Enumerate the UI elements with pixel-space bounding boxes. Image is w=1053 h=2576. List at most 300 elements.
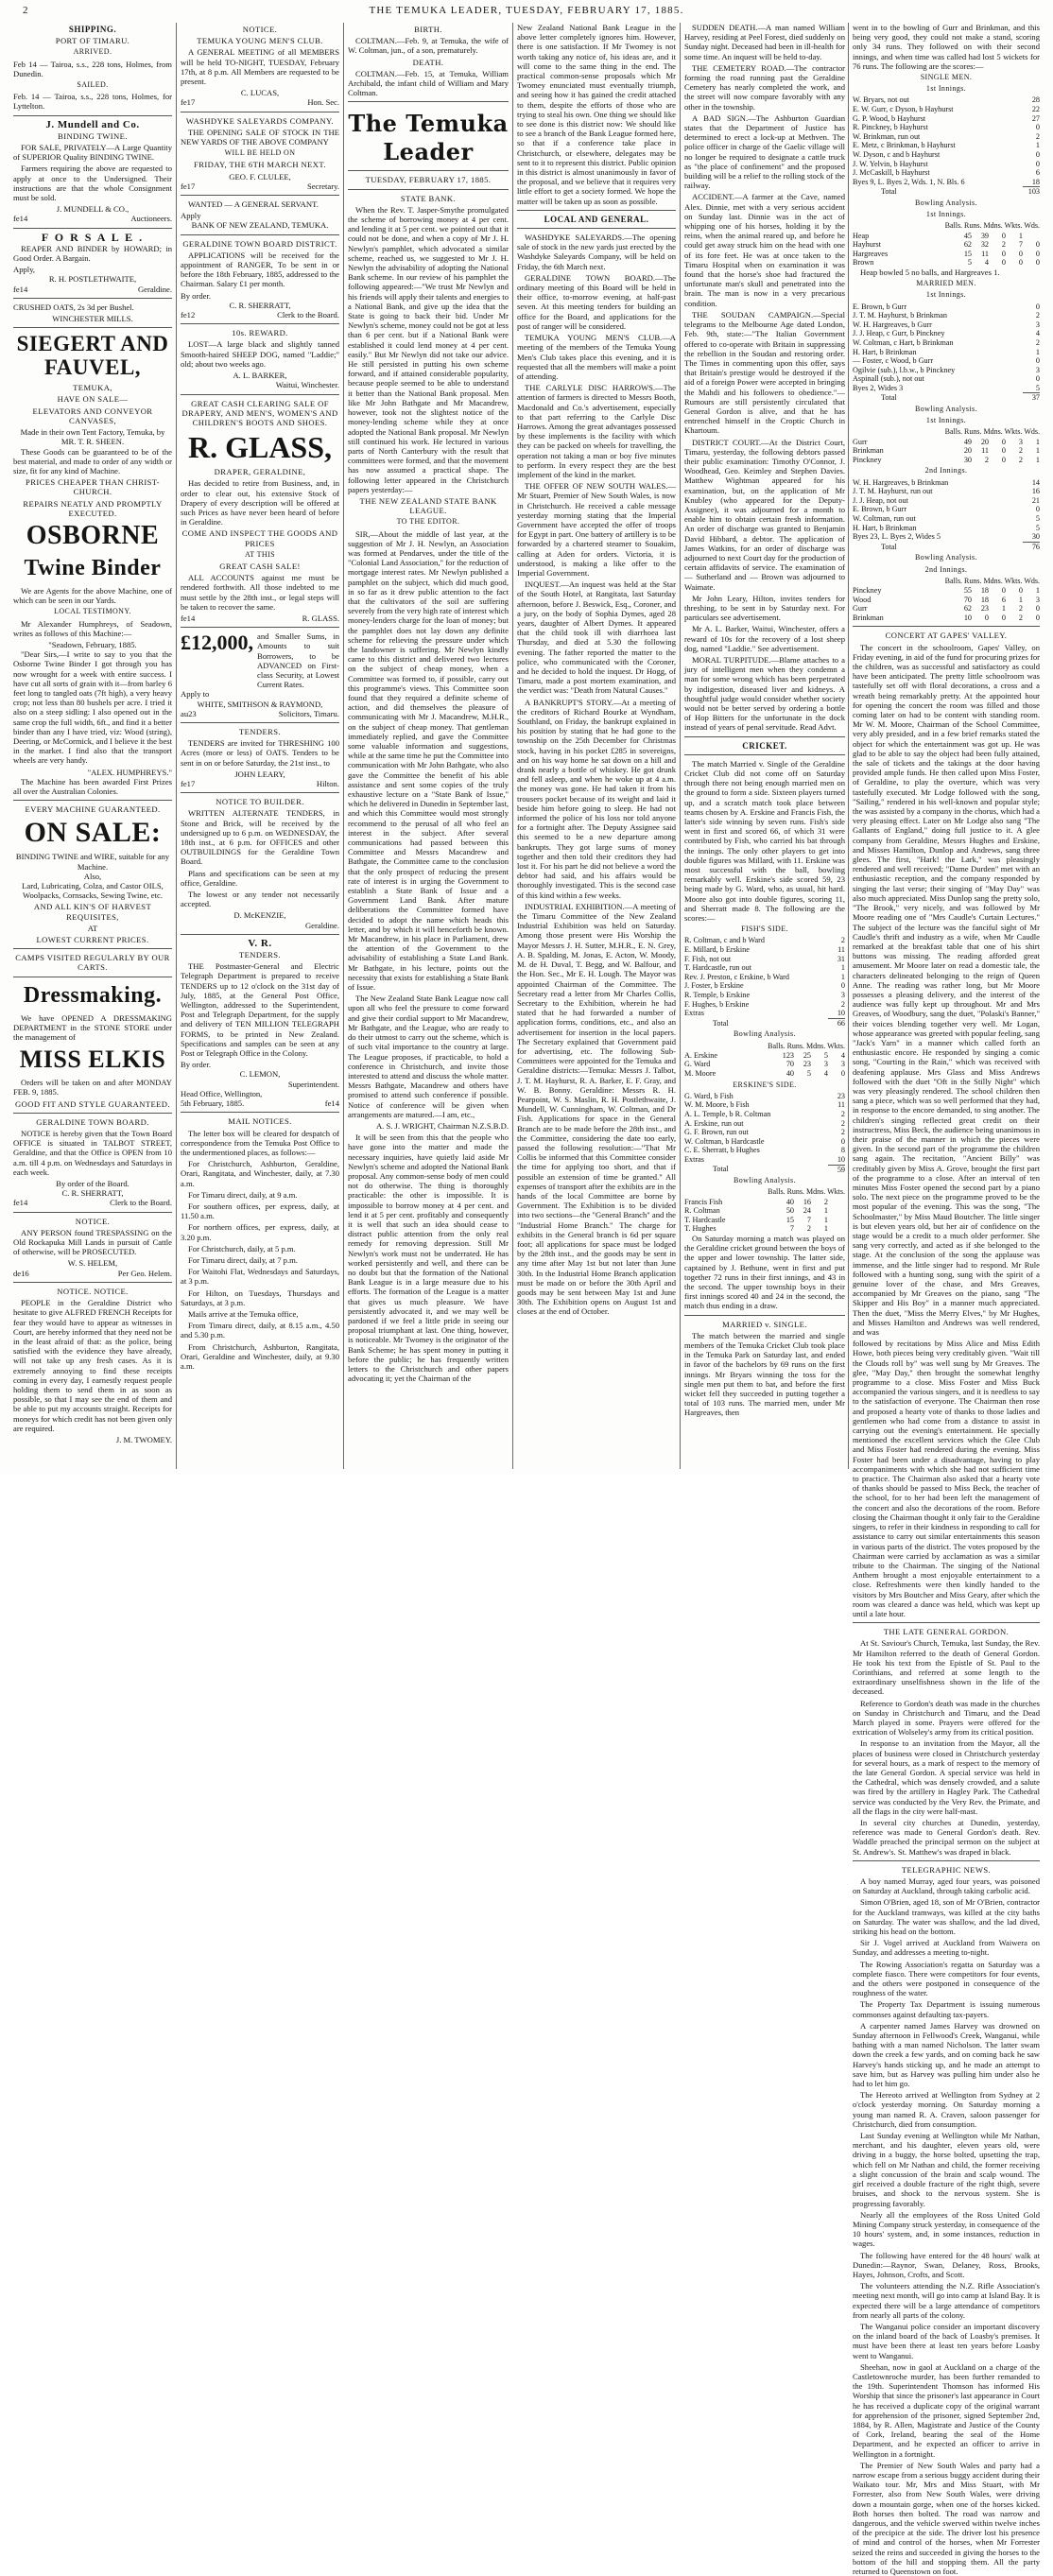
runs-value: 5 xyxy=(1035,523,1040,532)
bowling-figure: 45 xyxy=(963,231,972,240)
batsman-name: Byes 23, L. Byes 2, Wides 5 xyxy=(853,532,941,542)
editorial-continuation: New Zealand National Bank League in the above letter completely ignores him. However, there is one satisfaction. If Mr Twomey is not worth taking any notice of, his ideas are, and it will come to the same thing in the end. The practical common-sense proposals which Mr Twomey enunciated must eventually triumph, and seeing how it has gained the credit attached to them, despite the efforts of those who are trying to steal his own. One thing we should like to see done is this district now: We should like to see a branch of the Bank League formed here, so that if a conference take place in Christchurch, or elsewhere, delegates may be sent to it to represent this district. Public opinion in this district is almost unanimously in favor of the proposal, and we believe that it requires very little effort to get a society formed. We hope the matter will be taken up as soon as possible. xyxy=(517,23,676,206)
bowler-name: Brinkman xyxy=(853,446,884,456)
loan-apply: Apply to xyxy=(181,689,210,700)
ad-ref: fe14 xyxy=(181,613,196,623)
mail-list xyxy=(181,1159,339,1371)
bowling-figure: 0 xyxy=(1018,586,1023,596)
score-row xyxy=(853,95,1040,105)
lard-text: Lard, Lubricating, Colza, and Castor OILS, xyxy=(22,881,164,890)
runs-value: 11 xyxy=(837,1100,845,1110)
score-row xyxy=(853,311,1040,320)
telegraphic-para: The Premier of New South Wales and party had a narrow escape from a serious buggy accident during their Waikato tour. Mr, Mrs and Miss Stuart, with Mr Forrester, also from New South Wales, were driving down a mountain gorge, when one of the horses kicked. Both horses then bolted. The road was narrow and dangerous, and the vehicle swerved within twelve inches of the precipice at the side. The driver lost his presence of mind and control of the horses, when Mr Forrester seized the reins and succeeded in giving the horses to the bottom of the hill and stopping them. All the party returned to Queenstown on foot. xyxy=(853,2460,1040,2576)
binding-ad-text: FOR SALE, PRIVATELY—A Large Quantity of SUPERIOR Quality BINDING TWINE. xyxy=(13,143,172,163)
letter-para: It will be seen from this that the people who have gone into the matter and made the necessary inquiries, have quietly laid aside Mr Newlyn's scheme and adopted the National Bank proposal. Any common-sense body of men could not do otherwise. The thing is thoroughly practicable: the other is impossible. It is impossible to borrow money at 4 per cent. and lend it at 5 per cent. profitably and consequently it is well that such an idea should cease to distract public attention from the only real remedy for removing depression. Still Mr Newlyn's work must not be underrated. He has worked persistently and well, and there can be no doubt but that the formation of the National Bank League is in a large measure due to his efforts. The formation of the League is a matter that gives us much pleasure. We have persistently advocated it, and we may well be pardoned if we feel a little pride in seeing our proposal triumphant at last. One thing, however, is noticeable. Mr Twomey is the originator of the Bank Scheme; he has spent money in putting it before the public; he has frequently written letters to the Christchurch and other papers advocating it; yet the Chairman of the xyxy=(348,1132,509,1384)
news-paragraph: A BAD SIGN.—The Ashburton Guardian states that the Department of Justice has determined to erect a lock-up at Methven. The police officer in charge of the Gaelic village will no longer be required to designate a cattle truck as "the place of confinement" and the proposed building will be a relief to the rolling stock of the railway. xyxy=(684,112,845,191)
page-title: THE TEMUKA LEADER, TUESDAY, FEBRUARY 17, 1885. xyxy=(369,5,684,16)
score-row xyxy=(684,1000,845,1010)
bowling-figure: 70 xyxy=(785,1060,794,1069)
concert-text: The concert in the schoolroom, Gapes' Valley, on Friday evening, in aid of the fund for procuring prizes for the children, was as successful and satisfactory as could have been anticipated. The pretty little schoolroom was tastefully set off with floral decorations, a cross and a wreath being remarkably pretty. At the appointed hour for opening the concert the room was filled and those coming later on had to be content with standing room. Mr W. M. Moore, Chairman of the School Committee, very ably presided, and in a few brief remarks stated the object for which the entertainment was got up. He was glad to be able to say the object had been fully attained, the sale of tickets and the takings at the door having provided ample funds. He then called upon Miss Foster, of Geraldine, to play the overture, which was very tastefully executed. Mr Lodge followed with the song, "Sailing," rendered in his well-known and popular style; the was assisted by a company in the chorus, which had a very pleasing effect. Later on Mr Lodge also sang "The Gallants of England," doing full justice to it. A glee company from Geraldine, Messrs Hughes and Erskine, and Misses Hamilton, Dunlop and Andrews, sang three glees. The first, "Hark! the Lark," was pleasingly rendered and well received; "Dame Durden" met with an enthusiastic reception, and the company responded by singing the last verse; their singing of "May Day" was also much appreciated. Miss Dunlop sang the pretty solo, "The Brook," very nicely, and was followed by Mr Moore reading one of "Mrs Caudle's Curtain Lectures." The subject of the lecture was the fanciful sight of Mr Caudle's thrift and industry as a wife, when Mr Caudle remarked at the breakfast table that one of his shirt buttons was missing. The reading afforded great amusement. Mr Moore later on read a domestic tale, the characters delineated belonging to the reign of Queen Anne. The reading was rather long, but Mr Moore possesses a pleasing delivery, and the interest of the audience was fully kept up throughout. Mr and Mrs Greaves, of Woodbury, sang the duet, "Polaski's Banner," their voices blending together very well. Mr Logan, whose appearance was greeted with popular feeling, sang "Jack's Yarn" in a manner which called forth an enthusiastic encore. He responded by singing a comic song, "Courting in the Rain," which was received with deafening applause. Mrs Glass and Miss Andrews followed with the duet "Oft in the Stilly Night" which was very pleasingly rendered. The school children then sang a piece, which was so well performed that they had, in response to the encore demanded, to sing another. The children's singing reflected great credit on their instructress, Miss Beck, the audience being unanimous in their praise of the manner in which the pieces were given. In the second part of the programme the children sang again. The recitation, "Ancient Billy" was creditably given by Miss A. Grove, brought the first part of the programme to a close. After an interval of ten minutes Miss Foster opened the second part by a piano solo. The next piece on the programme proved to be the most popular of the evening. This was the song, "The Schoolmaster," by Miss Maud Boutcher. The little singer is but eleven years old, but her air of confidence on the stage would be a credit to a much older performer. She sang very correctly, and acted as if she belonged to the stage. At the conclusion of the song the applause was immense, and the little singer had to respond. Mr Rule followed with a hunting song, sung with the spirit of a genuine lover of the chase, and Mrs Greaves, accompanied by Mr Greaves on the piano, sang "The Skipper and His Boy" in a manner much appreciated. Then the duet, "Miss the Merry Elves," by Mr Hughes, and Misses Hamilton and Andrews was well rendered, and was xyxy=(853,642,1040,1338)
bowling-row xyxy=(853,240,1040,250)
mail-item: From Christchurch, Ashburton, Rangitata, Orari, Geraldine and Winchester, daily, at 9.30 a.m. xyxy=(181,1341,339,1371)
siegert-fauvel-title: SIEGERT AND FAUVEL, xyxy=(16,332,169,380)
runs-value: 18 xyxy=(1031,177,1040,186)
testimony-signature: "ALEX. HUMPHREYS." xyxy=(87,767,172,777)
bowling-figure: 3 xyxy=(840,1060,845,1069)
mail-heading: MAIL NOTICES. xyxy=(228,1116,292,1127)
second-innings-table xyxy=(853,478,1040,552)
telegraphic-para: The Rowing Association's regatta on Saturday was a complete fiasco. There were competitors for four events, and the others were postponed in consequence of the roughness of the water. xyxy=(853,1959,1040,1998)
bowler-name: Heap xyxy=(853,231,870,240)
score-row xyxy=(684,1128,845,1137)
ad-ref: fe12 xyxy=(181,310,196,320)
bowling-figure: 0 xyxy=(1035,249,1040,258)
bowling-row xyxy=(853,604,1040,614)
telegraphic-para: Nearly all the employees of the Ross United Gold Mining Company struck yesterday, in consequence of the 10 hours' system, and, in some instances, reduction in wages. xyxy=(853,2209,1040,2249)
state-bank-heading: STATE BANK. xyxy=(400,193,457,203)
bowling-row xyxy=(684,1051,845,1061)
sailed-label: SAILED. xyxy=(77,80,109,90)
runs-value: 0 xyxy=(1035,159,1040,168)
total-row xyxy=(684,1165,845,1174)
score-row xyxy=(853,487,1040,496)
people-text: PEOPLE in the Geraldine District who hesitate to give ALFRED FRENCH Receipts for fear they would have to appear as witnesses in Court, are hereby informed that they need not be in the least afraid of that: as the police, being satisfied with the evidence they have already, will not take up any fresh cases. As it is extremely annoying to find these receipts coming in every day, I earnestly request people holding them to send them in as soon as possible, so that I may see the end of them and be able to put my accounts straight. Receipts for moneys for which credit has not been given only are required. xyxy=(13,1298,172,1433)
runs-value: 5 xyxy=(1035,514,1040,524)
score-row xyxy=(684,1110,845,1119)
bowling-figure: 0 xyxy=(1001,437,1006,446)
score-row xyxy=(684,936,845,945)
married-men-table xyxy=(853,303,1040,404)
gtb-district-heading: GERALDINE TOWN BOARD DISTRICT. xyxy=(182,238,337,249)
bowling-figure: 2 xyxy=(823,1197,828,1206)
batsman-name: E. Millard, b Erskine xyxy=(684,945,750,955)
bowling-row xyxy=(684,1060,845,1069)
score-row xyxy=(853,150,1040,160)
bowling-figure: 0 xyxy=(1001,613,1006,622)
score-row xyxy=(853,366,1040,375)
lost-text: LOST—A large black and slightly tanned Smooth-haired SHEEP DOG, named "Laddie;" old; about two weeks ago. xyxy=(181,339,339,369)
bowling-figure: 3 xyxy=(1018,437,1023,446)
lemon-signature: C. LEMON, xyxy=(239,1069,281,1080)
ranger-by: By order. xyxy=(181,290,211,301)
runs-value: 3 xyxy=(1035,320,1040,329)
bowling-figure: 20 xyxy=(963,446,972,456)
bowling-table xyxy=(684,1051,845,1079)
mail-item: Mails arrive at the Temuka office, xyxy=(188,1308,299,1319)
ad-place: Hilton. xyxy=(316,779,339,788)
gordon-para: In several city churches at Dunedin, yesterday, reference was made to General Gordon's death. Rev. Waddle preached the principal sermon on the subject at St. Andrew's. St. Matthew's was draped in black. xyxy=(853,1817,1040,1857)
runs-value: 0 xyxy=(1035,149,1040,159)
great-cash-sale: GREAT CASH SALE! xyxy=(219,561,301,571)
people-signature: J. M. TWOMEY. xyxy=(115,1434,172,1444)
batsman-name: Byes 2, Wides 3 xyxy=(853,384,904,393)
telegraphic-para: The following have entered for the 48 hours' walk at Dunedin:—Raynor, Swan, Delaney, Ross, Brooks, Hayes, Johnson, Crofts, and Scott. xyxy=(853,2250,1040,2279)
bowling-figure: 3 xyxy=(823,1060,828,1069)
bowling-figure: 0 xyxy=(1018,258,1023,268)
telegraphic-para: A boy named Murray, aged four years, was poisoned on Saturday at Auckland, through taking carbolic acid. xyxy=(853,1876,1040,1896)
score-row xyxy=(684,1009,845,1018)
runs-value: 27 xyxy=(1031,113,1040,123)
runs-value: 28 xyxy=(1031,95,1040,105)
score-row xyxy=(853,356,1040,366)
mail-item: For Timaru direct, daily, at 9 a.m. xyxy=(188,1189,298,1200)
ad-ref: fe14 xyxy=(13,1198,28,1208)
mail-item: For Timaru direct, daily, at 7 p.m. xyxy=(188,1254,298,1265)
total-value: 76 xyxy=(1023,542,1040,551)
runs-value: 2 xyxy=(1035,337,1040,347)
column-2-advertisements xyxy=(181,23,339,1469)
thresh-text: TENDERS are invited for THRESHING 100 Acres (more or less) of OATS. Tenders to be sent in on or before Saturday, the 21st inst., to xyxy=(181,738,339,768)
at-this: AT THIS xyxy=(244,549,276,559)
runs-value: 3 xyxy=(1035,365,1040,374)
camps-text: CAMPS VISITED REGULARLY BY OUR CARTS. xyxy=(15,953,170,973)
bowling-columns: Balls. Runs. Mdns. Wkts. Wds. xyxy=(944,576,1040,585)
letter-signature: A. S. J. WRIGHT, Chairman N.Z.S.B.D. xyxy=(375,1120,509,1131)
loan-signature: WHITE, SMITHSON & RAYMOND, xyxy=(197,699,323,709)
bowling-row xyxy=(853,250,1040,259)
score-row xyxy=(853,320,1040,330)
death-heading: DEATH. xyxy=(412,57,444,67)
bowling-figure: 10 xyxy=(963,613,972,622)
cricket-text: The match Married v. Single of the Geraldine Cricket Club did not come off on Saturday through there not being enough married men on the ground to form a side. Sixteen players turned up, and a scratch match took place between teams chosen by A. Erskine and Francis Fish, the latter's side winning by seven runs. Fish's side went in first and scored 66, of which 31 were contributed by Fish, who carried his bat through the innings. The only other players to get into double figures was Millard, with 11. Erskine was most successful with the ball, bowling remarkably well. Erskine's side scored 59, 23 being made by G. Ward, who, as usual, hit hard. Moore also got into double figures, scoring 11, and Sherratt made 8. The following are the scores:— xyxy=(684,758,845,924)
issue-date: TUESDAY, FEBRUARY 17, 1885. xyxy=(365,175,492,185)
erskine-side-heading: ERSKINE'S SIDE. xyxy=(733,1080,797,1089)
gtb-signature: C. R. SHERRATT, xyxy=(61,1188,124,1199)
score-row xyxy=(684,1092,845,1101)
bowling-figure: 1 xyxy=(1035,446,1040,456)
siegert-prices: PRICES CHEAPER THAN CHRIST-CHURCH. xyxy=(26,477,160,497)
heap-note: Heap bowled 5 no balls, and Hargreaves 1. xyxy=(860,267,1000,277)
married-single-continuation: went in to the bowling of Gurr and Brinkman, and this being very good, they could not make a stand, scoring only 34 runs. They followed on with their second innings, and when time was called had lost 5 wickets for 76 runs. The following are the scores:— xyxy=(853,23,1040,71)
telegraphic-para: The Property Tax Department is issuing numerous commonses against defaulting tax-payers. xyxy=(853,1999,1040,2019)
score-row xyxy=(684,1137,845,1147)
mail-item: For Hilton, on Tuesdays, Thursdays and Saturdays, at 3 p.m. xyxy=(181,1288,339,1307)
bowling-figure: 0 xyxy=(1001,258,1006,268)
bowler-name: Brinkman xyxy=(853,613,884,622)
bowling-figure: 0 xyxy=(1001,455,1006,464)
fish-side-table xyxy=(684,936,845,1028)
ranger-signature: C. R. SHERRATT, xyxy=(229,300,291,310)
batsman-name: Rev. J. Preston, c Erskine, b Ward xyxy=(684,972,789,981)
batsman-name: A. Erskine, run out xyxy=(684,1118,744,1128)
siegert-have: HAVE ON SALE— xyxy=(57,394,129,405)
batsman-name: Extras xyxy=(684,1155,704,1165)
bowling-columns: Balls. Runs. Mdns. Wkts. Wds. xyxy=(944,427,1040,437)
bowling-table xyxy=(853,438,1040,465)
runs-value: 0 xyxy=(1035,302,1040,311)
trespass-text: ANY PERSON found TRESPASSING on the Old Rockapuka Mill Lands in pursuit of Cattle of otherwise, will be PROSECUTED. xyxy=(13,1227,172,1257)
batsman-name: Aspinall (sub.), not out xyxy=(853,374,924,384)
column-rule xyxy=(176,23,177,1469)
runs-value: 4 xyxy=(1035,329,1040,338)
total-row xyxy=(684,1018,845,1028)
innings-label: 1st Innings. xyxy=(925,416,967,425)
dressmaking-orders: Orders will be taken on and after MONDAY FEB. 9, 1885. xyxy=(13,1078,172,1098)
bowling-figure: 5 xyxy=(967,258,972,268)
bowling-figure: 24 xyxy=(803,1206,811,1216)
batsman-name: H. Hart, b Brinkman xyxy=(853,347,917,356)
lost-signature: A. L. BARKER, xyxy=(233,371,287,381)
news-paragraph: Mr A. L. Barker, Waitui, Winchester, offers a reward of 10s for the recovery of a lost sheep dog, named "Laddie." See advertisement. xyxy=(684,624,845,653)
news-paragraph: THE SOUDAN CAMPAIGN.—Special telegrams to the Melbourne Age dated London, Feb. 9th, state:—"The Italian Government offered to co-operate with Britain in suppressing the rebellion in the Soudan and restoring order. The Times in commenting upon this offer, says that Britain's prestige would be destroyed if the aid of a foreign Power were accepted in bringing the Mahdi and his followers to obedience."—Rumours are still persistently circulated that General Gordon is alive, and that he has entrenched himself in the Croptic Church in Khartoum. xyxy=(684,309,845,436)
bowling-figure: 2 xyxy=(1018,613,1023,622)
also-label: Also, xyxy=(83,871,102,881)
score-row xyxy=(853,338,1040,348)
news-paragraph: THE OFFER OF NEW SOUTH WALES.—Mr Stuart, Premier of New South Wales, is now in Christchurch. He received a cable message yesterday morning stating that the Imperial Government have accepted the offer of troops for Egypt in part. One battery of artillery is to be forwarded by a chartered steamer to Souakim, calling at Aden for orders. Victoria, it is understood, is making a like offer to the Imperial Government. xyxy=(517,481,676,578)
column-rule xyxy=(512,23,513,1469)
bowling-figure: 4 xyxy=(984,258,989,268)
bowling-figure: 23 xyxy=(803,1060,811,1069)
bowling-figure: 2 xyxy=(1001,240,1006,250)
local-general-heading: LOCAL AND GENERAL. xyxy=(544,214,649,224)
column-5-news-cricket xyxy=(684,23,845,1469)
bowling-figure: 50 xyxy=(785,1206,794,1216)
all-kinds-text: AND ALL KIN'S OF HARVEST REQUISITES, xyxy=(33,902,152,922)
runs-value: 1 xyxy=(840,972,845,981)
total-value: 59 xyxy=(828,1165,845,1174)
ad-ref: au23 xyxy=(181,708,197,718)
batsman-name: W. M. Moore, b Fish xyxy=(684,1100,750,1110)
batsman-name: H. Hart, b Brinkman xyxy=(853,523,917,532)
married-single-heading: MARRIED v. SINGLE. xyxy=(722,1319,807,1329)
bowling-row xyxy=(684,1198,845,1207)
bowling-figure: 15 xyxy=(785,1215,794,1224)
glass-text: Has decided to retire from Business, and, in order to clear out, his extensive Stock of Drapery of every description will be offered at such Prices as have never been heard of before in Geraldine. xyxy=(181,478,339,527)
bowler-name: Gurr xyxy=(853,437,868,446)
bowling-figure: 0 xyxy=(1001,586,1006,596)
friday-text: FRIDAY, THE 6TH MARCH NEXT. xyxy=(194,160,326,170)
bowling-figure: 4 xyxy=(840,1050,845,1060)
column-rule xyxy=(343,23,344,1469)
ad-ref: fe17 xyxy=(181,181,196,191)
batsman-name: F. Hughes, b Erskine xyxy=(684,999,750,1009)
gtb-heading: GERALDINE TOWN BOARD. xyxy=(36,1116,149,1127)
batsman-name: G. Ward, b Fish xyxy=(684,1091,734,1100)
news-paragraph: ACCIDENT.—A farmer at the Cave, named Alex. Dinnie, met with a very serious accident on Sunday last. Dinnie was in the act of whipping one of his horses, holding it by the reins, when the animal reared up, and before he could get away struck him on the head with one of its fore feet. He was at once taken to the Timaru Hospital when on examination it was found that the horse's shoe had fractured the unfortunate man's skull and penetrated into the brain. The man is now in a very precarious condition. xyxy=(684,192,845,308)
batsman-name: R. Pinckney, b Hayhurst xyxy=(853,123,928,132)
mail-item: For Christchurch, daily, at 5 p.m. xyxy=(188,1243,296,1253)
bowler-name: Hayhurst xyxy=(853,240,882,250)
bowling-figure: 15 xyxy=(963,249,972,258)
head-office: Head Office, Wellington, xyxy=(181,1088,263,1098)
page-header xyxy=(0,0,1053,21)
mills-name: WINCHESTER MILLS. xyxy=(52,314,133,324)
batsman-name: W. Coltman, c Hart, b Brinkman xyxy=(853,337,954,347)
lowest-prices: LOWEST CURRENT PRICES. xyxy=(36,935,149,945)
bowler-name: M. Moore xyxy=(684,1069,716,1079)
leary-signature: JOHN LEARY, xyxy=(234,769,285,779)
bowling-figure: 5 xyxy=(806,1069,811,1079)
trespass-signature: W. S. HELEM, xyxy=(67,1258,118,1269)
woolpacks-text: Woolpacks, Cornsacks, Sewing Twine, etc. xyxy=(23,890,163,901)
bowling-figure: 2 xyxy=(1018,604,1023,614)
news-paragraph: INQUEST.—An inquest was held at the Star of the South Hotel, at Rangitata, last Saturday afternoon, before J. Beswick, Esq., Coroner, and a jury, on the body of Sophia Dymes, aged 28 years, daughter of Albert Dymes. It appeared that the child took ill with diarrhoea last Thursday, and died at 5.30 the following evening. The father reported the matter to the police, who communicated with the Coroner, and he decided to hold the inquest. Dr Hogg, of Timaru, made a post mortem examination, and the verdict was: "Death from Natural Causes." xyxy=(517,579,676,696)
score-row xyxy=(853,514,1040,524)
batsman-name: G. F. Brown, run out xyxy=(684,1128,749,1137)
ad-ref: fe17 xyxy=(181,97,196,108)
runs-value: 2 xyxy=(840,936,845,945)
column-4-news xyxy=(517,23,676,1469)
bowling-figure xyxy=(1023,232,1040,241)
ad-role: Clerk to the Board. xyxy=(110,1198,172,1208)
news-paragraph: Mr John Leary, Hilton, invites tenders for threshing, to be sent in by Saturday next. For particulars see advertisement. xyxy=(684,593,845,623)
bowling-table xyxy=(684,1198,845,1234)
osborne-title: OSBORNE xyxy=(26,520,160,550)
score-row xyxy=(853,303,1040,312)
bowling-figure: 1 xyxy=(1001,604,1006,614)
bowler-name: Brown xyxy=(853,258,874,268)
runs-value: 0 xyxy=(1035,356,1040,366)
score-row xyxy=(684,1119,845,1129)
runs-value: 11 xyxy=(837,945,845,955)
erskine-side-table xyxy=(684,1092,845,1174)
bowling-row xyxy=(853,446,1040,456)
total-row xyxy=(853,187,1040,197)
score-row xyxy=(853,123,1040,132)
batsman-name: R. Temple, b Erskine xyxy=(684,991,751,1000)
score-row xyxy=(684,1155,845,1165)
ad-role: Solicitors, Timaru. xyxy=(278,708,339,718)
mail-item: From Timaru direct, daily, at 8.15 a.m., 4.50 and 5.30 p.m. xyxy=(181,1321,339,1340)
innings-label: 2nd Innings. xyxy=(924,466,968,475)
bowling-figure: 30 xyxy=(963,455,972,464)
bowling-figure: 40 xyxy=(785,1069,794,1079)
state-bank-text: When the Rev. T. Jasper-Smythe promulgated the scheme of borrowing money at 4 per cent. and lending it at 5 per cent. we pointed out that it could not be done, and when a copy of Mr J. H. Newlyn's pamphlet, which advocated a similar scheme, reached us, we suggested to Mr J. H. Newlyn the advisability of adopting the National Bank scheme. In our review of his pamphlet the following appeared:—"We trust Mr Newlyn and his friends will apply their talents and energies to a National Bank, and give up the idea that the State is going to back their bid. Under Mr Newlyn's scheme, money could not be got at less than 6 per cent. but if a National Bank were established it could lend money at 4 per cent. easily." But Mr Newlyn did not take our advice. He still persisted in putting his own scheme forward, and if attained considerable popularity, because people seemed to be able to understand it better than the National Bank proposal. Men like Mr John Bathgate and Mr Macandrew, however, took not the slightest notice of the money-lending scheme while they at once adopted the National Bank proposal. Mr Newlyn still continued his work. He lectured in various parts of North Canterbury with the result that committees were formed, and that the movement has now assumed a practical shape. The following letter appeared in the Christchurch papers yesterday:— xyxy=(348,204,509,494)
batsman-name: — Foster, c Wood, b Gurr xyxy=(853,356,934,366)
total-label: Total xyxy=(881,542,897,551)
bowling-row xyxy=(853,456,1040,465)
mail-text: The letter box will be cleared for despatch of correspondence from the Temuka Post Office to the undermentioned places, as follows:— xyxy=(181,1128,339,1157)
on-sale-title: ON SALE: xyxy=(24,817,162,849)
bowling-row xyxy=(684,1216,845,1225)
column-6-news xyxy=(853,23,1040,2576)
runs-value: 2 xyxy=(840,1128,845,1137)
mail-item: For Waitohi Flat, Wednesdays and Saturdays, at 3 p.m. xyxy=(181,1267,339,1287)
bowling-figure xyxy=(828,1224,845,1234)
bowler-name: Pinckney xyxy=(853,455,882,464)
score-row xyxy=(853,160,1040,169)
bowling-figure: 62 xyxy=(963,604,972,614)
ranger-text: APPLICATIONS will be received for the appointment of RANGER, To be sent in or before the 18th February, 1885, addressed to the Chairman. Salary £1 per month. xyxy=(181,250,339,289)
batsman-name: R. Coltman, c and b Ward xyxy=(684,936,765,945)
telegraphic-para: The Wanganui police consider an important discovery on the inland board of the back of Loasby's premises. It must have been there at least ten years before Loasby went to Wanganui. xyxy=(853,2321,1040,2360)
bowling-figure: 20 xyxy=(980,437,989,446)
batsman-name: J. T. M. Hayhurst, b Brinkman xyxy=(853,311,947,320)
bowling-figure: 0 xyxy=(1018,249,1023,258)
total-label: Total xyxy=(881,187,897,197)
score-row xyxy=(853,141,1040,150)
post-by: By order. xyxy=(181,1060,211,1070)
bowling-heading: Bowling Analysis. xyxy=(734,1029,796,1039)
bowling-figure: 2 xyxy=(806,1224,811,1234)
bowling-figure: 7 xyxy=(1018,240,1023,250)
bowling-row xyxy=(853,438,1040,447)
score-row xyxy=(684,991,845,1000)
to-editor: TO THE EDITOR. xyxy=(396,517,460,527)
batsman-name: W. Brinkman, run out xyxy=(853,131,921,141)
runs-value: 1 xyxy=(1035,347,1040,356)
tenders-heading-2: TENDERS. xyxy=(238,950,282,960)
column-1-advertisements xyxy=(13,23,172,1469)
runs-value: 30 xyxy=(1031,532,1040,542)
score-row xyxy=(853,114,1040,124)
bowler-name: T. Hughes xyxy=(684,1224,716,1234)
ymc-heading: TEMUKA YOUNG MEN'S CLUB. xyxy=(197,36,323,46)
total-label: Total xyxy=(881,393,897,403)
ymc-text: A GENERAL MEETING of all MEMBERS will be held TO-NIGHT, TUESDAY, February 17th, at 8 p.m. All Members are requested to be present. xyxy=(181,47,339,87)
wanted-bank: BANK OF NEW ZEALAND, TEMUKA. xyxy=(191,220,329,231)
bowling-row xyxy=(853,614,1040,623)
bowling-figure: 40 xyxy=(785,1197,794,1206)
loan-text: and Smaller Sums, in Amounts to suit Borrowers, to be ADVANCED on First-class Security, at Lowest Current Rates. xyxy=(257,631,339,690)
batsman-name: G. P. Wood, b Hayhurst xyxy=(853,113,926,123)
runs-value: 0 xyxy=(840,1136,845,1146)
bowling-row xyxy=(853,232,1040,241)
score-row xyxy=(853,524,1040,533)
bowling-figure: 0 xyxy=(840,1069,845,1079)
score-row xyxy=(684,963,845,973)
bowling-figure: 2 xyxy=(1018,446,1023,456)
ad-ref: fe14 xyxy=(13,284,28,294)
wanted-apply: Apply xyxy=(181,211,201,221)
column-3-editorial xyxy=(348,23,509,1469)
accounts-text: ALL ACCOUNTS against me must be rendered forthwith. All those indebted to me must settle by the 28th inst., or legal steps will be taken to recover the same. xyxy=(181,573,339,612)
bowling-table xyxy=(853,586,1040,622)
letter-para: The New Zealand State Bank League now call upon all who feel the pressure to come forward and give their cordial support to Mr Macandrew, Mr Bathgate, and the League, who are ready to do their utmost to carry out the scheme, which is of such vital importance to the country at large. The League proposes, if practicable, to hold a conference in Christchurch, and invite those interested to attend and discuss the whole matter. Messrs Bathgate, Macandrew and others have promised to attend such conference if possible. Notice of conference will be given when arrangements are matured.—I am, etc., xyxy=(348,994,509,1119)
runs-value: 2 xyxy=(840,1110,845,1118)
binding-ad-text-2: Farmers requiring the above are requested to apply at once to the Undersigned. Their instructions are that the whole Consignment must be sold. xyxy=(13,164,172,203)
runs-value: 5 xyxy=(1035,383,1040,392)
gtb-text: NOTICE is hereby given that the Town Board OFFICE is situated in TALBOT STREET, Geraldine, and that the Office is OPEN from 10 a.m. till 4 p.m. on Wednesdays and Saturdays in each week. xyxy=(13,1129,172,1177)
bowling-figure: 0 xyxy=(1035,240,1040,250)
bowling-columns: Balls. Runs. Mdns. Wkts. xyxy=(768,1041,845,1050)
score-row xyxy=(853,105,1040,114)
humphreys-intro: Mr Alexander Humphreys, of Seadown, writes as follows of this Machine:— xyxy=(13,618,172,638)
batsman-name: A. L. Temple, b R. Coltman xyxy=(684,1110,771,1118)
total-label: Total xyxy=(713,1018,729,1028)
batsman-name: E. Brown, b Gurr xyxy=(853,505,907,514)
testimony-text: "Dear Sirs,—I write to say to you that the Osborne Twine Binder I got through you has now wrought for a week with entire success. I have cut all sorts of grain with it—from barley 6 feet long to tangled oats (7ft high), a very heavy crop; not less than 80 bushels per acre. I tried it also on a steep sidling: I also opened out in the same crop the full width, 6ft., and find it a better binder than any I have tried, viz: Wood (string), Deering, or McCormick, and I believe it the best in the market. I find also that the transport wheels are very handy. xyxy=(13,649,172,766)
runs-value: 10 xyxy=(837,1154,845,1164)
head-date: 5th February, 1885. xyxy=(181,1098,245,1109)
runs-value: 16 xyxy=(1031,487,1040,496)
bowling-table xyxy=(853,232,1040,268)
post-text: THE Postmaster-General and Electric Telegraph Department is prepared to receive TENDERS up to 12 o'clock on the 31st day of July, 1885, at the General Post Office, Wellington, addressed to the Superintendent, Post and Telegraph Department, for the supply and delivery of TEN MILLION TELEGRAPH FORMS, to be printed in New Zealand. Specifications and samples can be seen at any Post or Telegraph Office in the Colony. xyxy=(181,961,339,1059)
tenders-heading: TENDERS. xyxy=(238,726,282,736)
news-paragraph: INDUSTRIAL EXHIBITION.—A meeting of the Timaru Committee of the New Zealand Industrial Exhibition was held on Saturday. Among those present were His Worship the Mayor Messrs J. H. Sutter, M.H.R., E. N. Grey, A. B. Spalding, M. Jonas, E. Acton, W. Moody, M. de H. Duval, T. Begg, and W. Balfour, and the Hon. Sec., Mr E. H. Lough. The Mayor was appointed Chairman of the Committee. The Secretary read a letter from Mr Charles Collis, Secretary to the Exhibition, wherein he had stated that he had forwarded a number of application forms, conditions, etc., and also an advertisement for insertion in the local papers. The Secretary explained that Government paid for advertising, etc. The following Sub-Committees were appointed for the Temuka and Geraldine districts:—Temuka: Messrs J. Talbot, J. T. M. Hayhurst, R. A. Barker, E. F. Gray, and W. B. Bonny. Geraldine: Messrs R. H. Pearpoint, W. S. Maslin, R. H. Postlethwaite, J. Mundell, W. Cunningham, W. Coltman, and Dr Fish. Applications for space in the General Branch are to be made before the 28th inst., and the Committee, considering the date too early, passed the following resolution:—"That Mr Collis be informed that this Committee consider the time for applying too short, and that if possible an extension of time be granted." All expenses of transport after the exhibits are in the hands of the local Committee are borne by Government. The Exhibition is to be divided into two sections—the "General Branch" and the "Industrial Home Branch." The charge for exhibits in the General branch is 6d per square foot; all applications for space must be lodged by the 28th inst., and the goods may be sent in any time after May 1st but not later than June 30th. In the Industrial Home Branch application must be made on or before the 30th April and goods may be sent between May 1st and June 30th. The Exhibition opens on August 1st and closes at the end of October. xyxy=(517,901,676,1317)
clulee-signature: GEO. F. CLULEE, xyxy=(229,171,291,182)
lost-place: Waitui, Winchester. xyxy=(275,380,339,390)
bowling-figure: 18 xyxy=(980,586,989,596)
dressmaking-title: Dressmaking. xyxy=(23,982,163,1008)
dressmaking-text: We have OPENED A DRESSMAKING DEPARTMENT in the STONE STORE under the management of xyxy=(13,1012,172,1043)
for-sale-heading: F O R S A L E . xyxy=(41,230,145,244)
saturday-text: On Saturday morning a match was played on the Geraldine cricket ground between the boys of the upper and lower township. The latter side, captained by J. Bethune, went in first and put together 72 runs in their first innings, and 43 in the second. The upper township boys in their first innings scored 40 and 24 in the second, the match thus ending in a draw. xyxy=(684,1233,845,1311)
score-row xyxy=(853,132,1040,142)
bowling-row xyxy=(684,1069,845,1079)
bowler-name: A. Erskine xyxy=(684,1050,718,1060)
bowling-figure: 62 xyxy=(963,240,972,250)
mail-item: For southern offices, per express, daily, at 11.50 a.m. xyxy=(181,1201,339,1221)
batsman-name: E. Metz, c Brinkman, b Hayhurst xyxy=(853,141,956,150)
score-row xyxy=(853,532,1040,542)
runs-value: 0 xyxy=(1035,123,1040,132)
mckenzie-place: Geraldine. xyxy=(304,920,339,930)
runs-value: 0 xyxy=(840,981,845,991)
bowling-row xyxy=(853,596,1040,605)
score-row xyxy=(853,329,1040,338)
bowling-columns: Balls. Runs. Mdns. Wkts. Wds. xyxy=(944,221,1040,231)
